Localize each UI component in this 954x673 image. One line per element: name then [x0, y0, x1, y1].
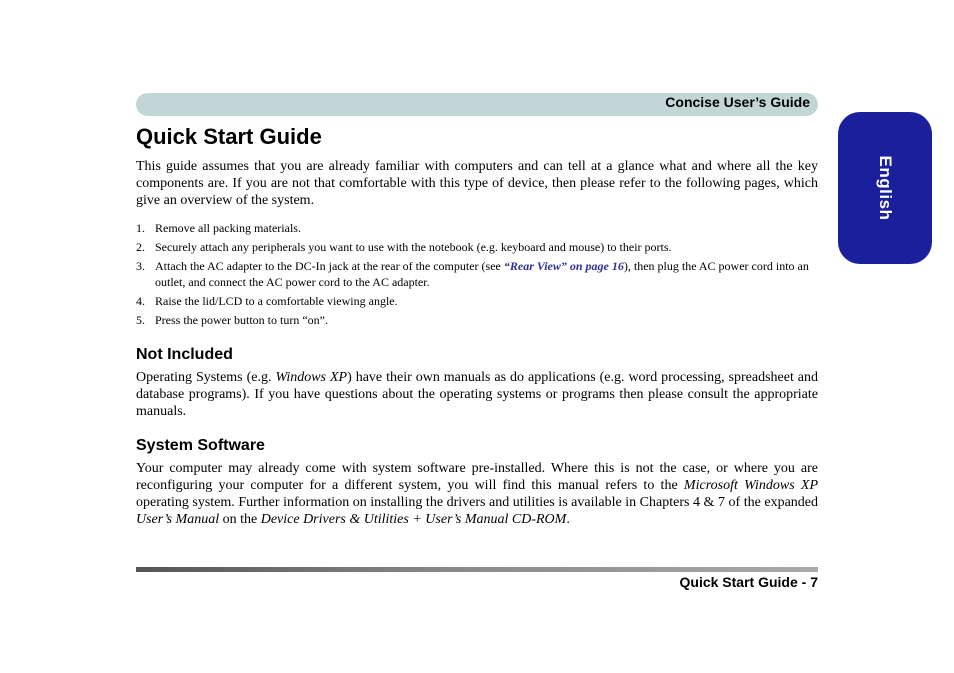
language-tab[interactable] — [838, 112, 932, 264]
page-footer-label: Quick Start Guide - 7 — [679, 574, 818, 590]
list-item — [136, 293, 818, 309]
language-tab-label: English — [876, 155, 895, 221]
text-run: on the — [219, 512, 261, 527]
step-text: Raise the lid/LCD to a comfortable viewing angle. — [155, 294, 398, 308]
header-title: Concise User’s Guide — [665, 94, 810, 110]
text-run-italic: User’s Manual — [136, 512, 220, 527]
text-run: Operating Systems (e.g. — [136, 370, 276, 385]
text-run: ) have their own manuals as do applications (e.g. word processing, spreadsheet and database programs). If you have questions about the operating systems or programs then please consult the appropriate manuals. — [136, 370, 819, 419]
step-text: Attach the AC adapter to the DC-In jack at the rear of the computer (see — [155, 259, 504, 273]
intro-paragraph: This guide assumes that you are already familiar with computers and can tell at a glance what and where all the key components are. If you are not that comfortable with this type of device, then please refer to the following pages, which give an overview of the system. — [136, 159, 818, 208]
text-run: . — [566, 512, 570, 527]
system-software-paragraph — [136, 460, 818, 528]
step-text: Remove all packing materials. — [155, 221, 301, 235]
step-number: 5. — [136, 313, 145, 327]
footer-rule — [136, 567, 818, 572]
step-number: 3. — [136, 259, 145, 273]
step-text: Securely attach any peripherals you want to use with the notebook (e.g. keyboard and mouse) to their ports. — [155, 240, 672, 254]
step-number: 4. — [136, 294, 145, 308]
step-text: Press the power button to turn “on”. — [155, 313, 328, 327]
text-run-italic: Device Drivers & Utilities + User’s Manual CD-ROM — [260, 512, 567, 527]
list-item — [136, 312, 818, 328]
step-number: 1. — [136, 221, 145, 235]
page-title: Quick Start Guide — [136, 124, 322, 149]
step-text: ), then plug the AC power cord into an outlet, and connect the AC power cord to the AC adapter. — [155, 259, 809, 289]
text-run: operating system. Further information on installing the drivers and utilities is available in Chapters 4 & 7 of the expanded — [136, 495, 818, 510]
text-run-italic: Microsoft Windows XP — [683, 478, 819, 493]
step-number: 2. — [136, 240, 145, 254]
list-item — [136, 258, 818, 290]
steps-list — [136, 220, 818, 331]
text-run: Your computer may already come with system software pre-installed. Where this is not the case, or where you are reconfiguring your computer for a different system, you will find this manual refers to the — [136, 461, 818, 493]
system-software-heading: System Software — [136, 437, 265, 454]
list-item — [136, 220, 818, 236]
text-run-italic: Windows XP — [275, 370, 348, 385]
rear-view-link[interactable]: “Rear View” on page 16 — [503, 259, 624, 273]
not-included-heading: Not Included — [136, 346, 233, 363]
not-included-paragraph — [136, 369, 818, 420]
list-item — [136, 239, 818, 255]
header-bar — [136, 93, 818, 116]
